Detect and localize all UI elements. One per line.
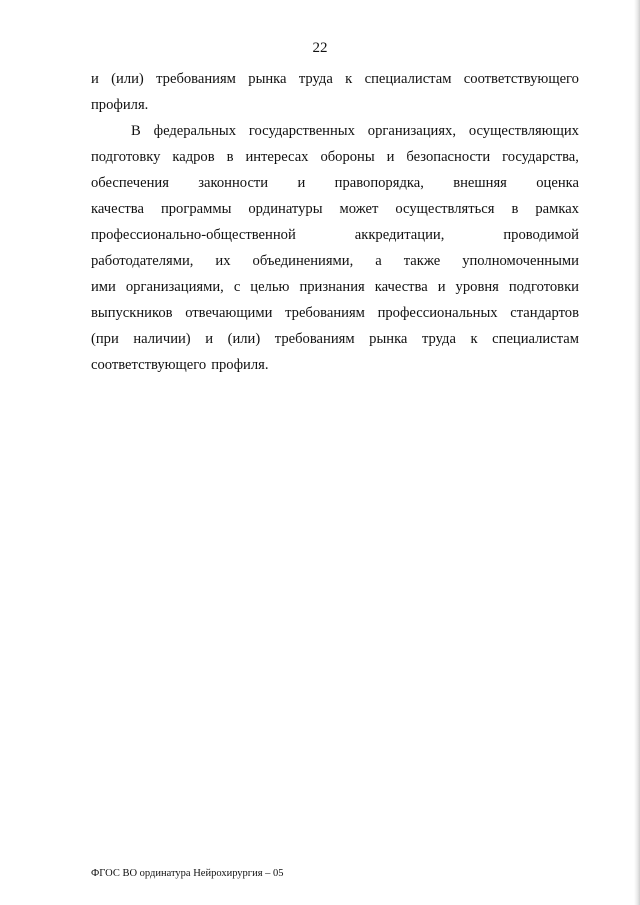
word: их xyxy=(215,253,231,269)
word: требованиям xyxy=(285,305,365,321)
text-line-7 xyxy=(91,222,579,248)
text-line-5 xyxy=(91,170,579,196)
word: признания xyxy=(299,279,365,295)
word: отвечающими xyxy=(185,305,273,321)
word: профиля. xyxy=(91,97,149,113)
word: интересах xyxy=(245,149,309,165)
word: и xyxy=(386,149,395,165)
word: оценка xyxy=(536,175,579,191)
word: государственных xyxy=(248,123,355,139)
word: требованиям xyxy=(274,331,355,347)
word: кадров xyxy=(172,149,215,165)
text-line-10 xyxy=(91,300,579,326)
word: аккредитации, xyxy=(354,227,445,243)
text-line-2 xyxy=(91,92,579,118)
word: качества xyxy=(374,279,428,295)
word: внешняя xyxy=(453,175,507,191)
word: обороны xyxy=(320,149,375,165)
word: организациями, xyxy=(125,279,224,295)
word: ординатуры xyxy=(248,201,323,217)
word: специалистам xyxy=(492,331,579,347)
word: выпускников xyxy=(91,305,173,321)
word: наличии) xyxy=(133,331,191,347)
word: труда xyxy=(298,71,333,87)
word: также xyxy=(403,253,441,269)
word: В xyxy=(131,123,141,139)
word: и xyxy=(205,331,214,347)
text-line-11 xyxy=(91,326,579,352)
word: и xyxy=(437,279,446,295)
word: рынка xyxy=(369,331,408,347)
word: уполномоченными xyxy=(462,253,579,269)
word: подготовку xyxy=(91,149,161,165)
word: труда xyxy=(421,331,456,347)
word: и xyxy=(91,71,99,87)
word: целью xyxy=(250,279,290,295)
word: профессиональных xyxy=(377,305,498,321)
text-line-8 xyxy=(91,248,579,274)
word: подготовки xyxy=(508,279,579,295)
word: безопасности xyxy=(406,149,491,165)
word: осуществляющих xyxy=(468,123,579,139)
word: соответствующего xyxy=(91,357,207,373)
word: профессионально-общественной xyxy=(91,227,296,243)
word: правопорядка, xyxy=(334,175,424,191)
word: и xyxy=(297,175,306,191)
text-line-1 xyxy=(91,66,579,92)
word: в xyxy=(511,201,519,217)
word: (при xyxy=(91,331,119,347)
word: с xyxy=(233,279,241,295)
page-number: 22 xyxy=(312,40,328,56)
word: (или) xyxy=(227,331,261,347)
word: законности xyxy=(198,175,269,191)
word: профиля. xyxy=(211,357,269,373)
word: государства, xyxy=(502,149,579,165)
word: уровня xyxy=(455,279,499,295)
text-line-4 xyxy=(91,144,579,170)
word: качества xyxy=(91,201,144,217)
word: программы xyxy=(160,201,232,217)
word: организациях, xyxy=(367,123,456,139)
word: осуществляться xyxy=(395,201,495,217)
page-edge-shadow xyxy=(634,0,640,905)
word: а xyxy=(375,253,382,269)
word: работодателями, xyxy=(91,253,194,269)
text-line-9 xyxy=(91,274,579,300)
word: стандартов xyxy=(510,305,579,321)
word: к xyxy=(470,331,478,347)
word: специалистам xyxy=(364,71,452,87)
word: рынка xyxy=(248,71,287,87)
word: требованиям xyxy=(156,71,236,87)
word: объединениями, xyxy=(252,253,354,269)
text-line-3 xyxy=(131,118,579,144)
text-line-12 xyxy=(91,352,579,378)
word: в xyxy=(226,149,234,165)
word: (или) xyxy=(111,71,144,87)
word: может xyxy=(339,201,379,217)
word: обеспечения xyxy=(91,175,169,191)
word: федеральных xyxy=(153,123,237,139)
word: проводимой xyxy=(503,227,579,243)
word: соответствующего xyxy=(463,71,579,87)
word: ими xyxy=(91,279,116,295)
text-line-6 xyxy=(91,196,579,222)
word: к xyxy=(345,71,353,87)
document-footer: ФГОС ВО ординатура Нейрохирургия – 05 xyxy=(91,868,284,879)
word: рамках xyxy=(535,201,579,217)
